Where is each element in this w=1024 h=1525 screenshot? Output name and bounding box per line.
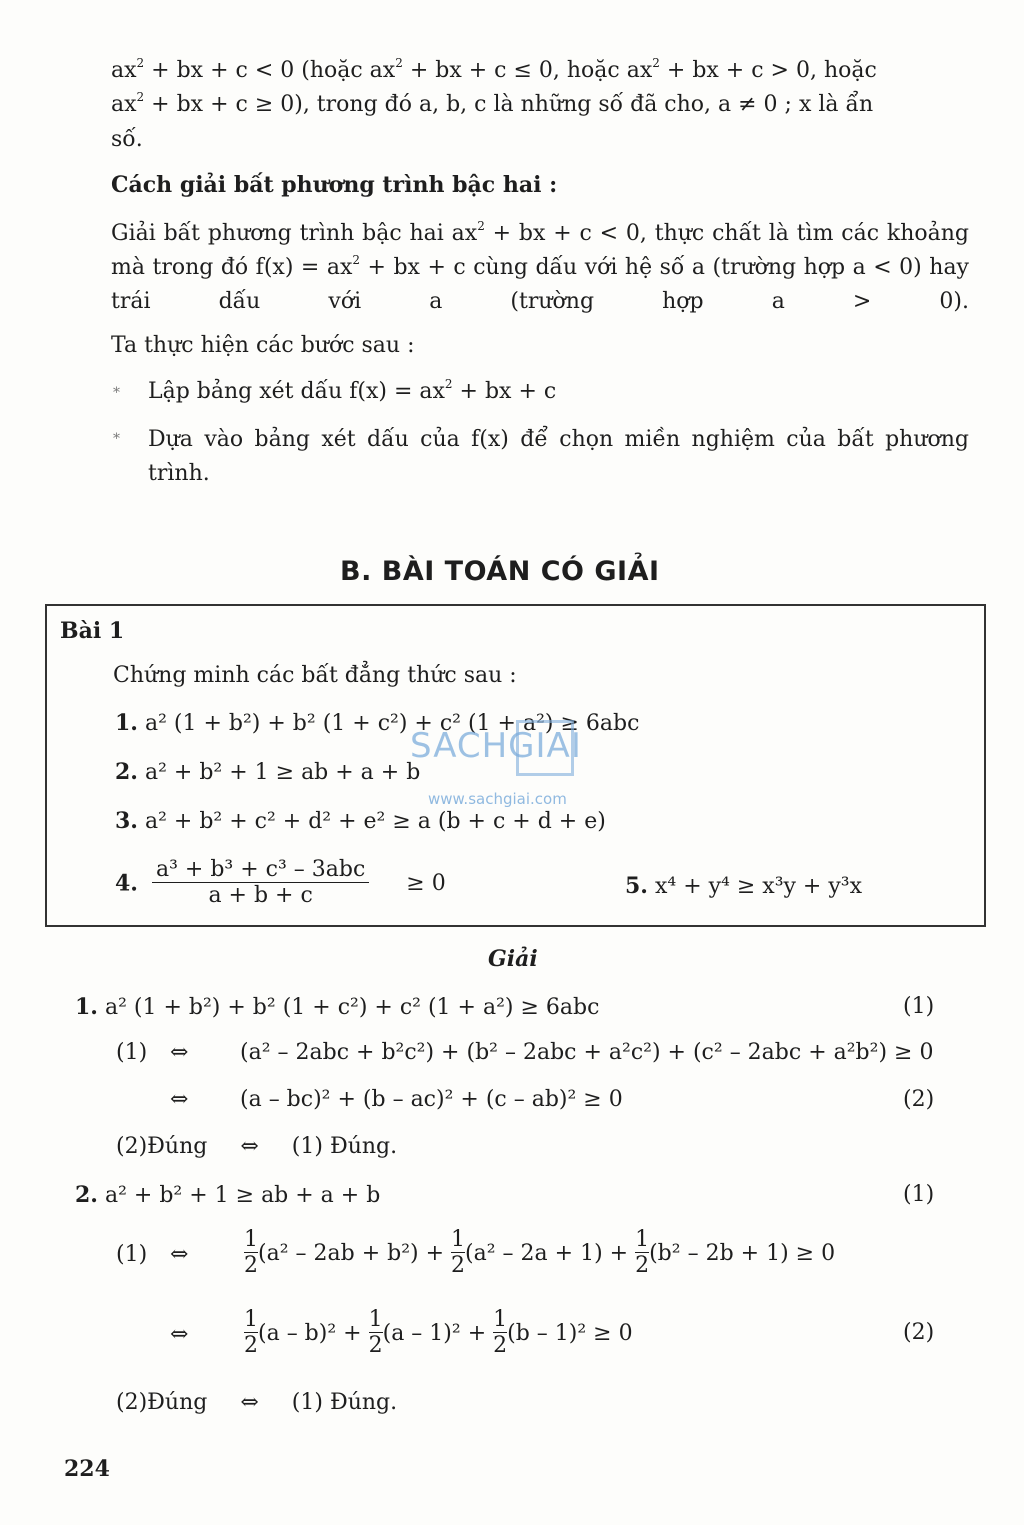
solution-heading: Giải xyxy=(488,946,538,972)
problem-item-1: 1. a² (1 + b²) + b² (1 + c²) + c² (1 + a²) ≥ 6abc xyxy=(115,710,640,736)
intro-line-2: $ax^2$ + bx + c ≥ 0), trong đó a, b, c là những số đã cho, a ≠ 0 ; x là ẩn xyxy=(111,90,874,117)
method-steps-intro: Ta thực hiện các bước sau : xyxy=(111,333,415,358)
intro-line-3: số. xyxy=(111,127,143,152)
equation-tag: (1) xyxy=(903,1182,935,1207)
iff-symbol: ⇔ xyxy=(170,1322,189,1347)
problem-item-5: 5. x⁴ + y⁴ ≥ x³y + y³x xyxy=(625,873,863,899)
equation-tag: (2) xyxy=(903,1087,935,1112)
problem-item-4: 4. $\frac{\text{a³ + b³ + c³ – 3abc}}{a + b + c}$ ≥ 0 xyxy=(115,857,446,908)
step-2: Dựa vào bảng xét dấu của f(x) để chọn miền nghiệm của bất phương trình. xyxy=(148,427,969,486)
fraction-half: $\frac{1}{2}$ xyxy=(451,1227,466,1278)
solution-1-step-1: (a² – 2abc + b²c²) + (b² – 2abc + a²c²) + (c² – 2abc + a²b²) ≥ 0 xyxy=(240,1040,934,1065)
method-heading: Cách giải bất phương trình bậc hai : xyxy=(111,172,558,198)
problem-item-2: 2. a² + b² + 1 ≥ ab + a + b xyxy=(115,759,421,785)
fraction-half: $\frac{1}{2}$ xyxy=(244,1307,258,1358)
iff-symbol: ⇔ xyxy=(170,1242,189,1267)
watermark-logo: SACHGIAI www.sachgiai.com xyxy=(410,718,620,810)
equation-tag: (2) xyxy=(903,1320,935,1345)
fraction-half: $\frac{1}{2}$ xyxy=(244,1227,258,1278)
iff-symbol: ⇔ xyxy=(170,1087,189,1112)
fraction-half: $\frac{1}{2}$ xyxy=(368,1307,383,1358)
solution-1-conclusion: (2)Đúng ⇔ (1) Đúng. xyxy=(116,1134,398,1159)
problem-prompt: Chứng minh các bất đẳng thức sau : xyxy=(113,663,517,688)
section-title: B. BÀI TOÁN CÓ GIẢI xyxy=(340,556,660,587)
bullet-icon: * xyxy=(113,385,120,401)
equation-ref: (1) xyxy=(116,1242,148,1267)
solution-2-statement: 2. a² + b² + 1 ≥ ab + a + b xyxy=(75,1182,381,1208)
solution-1-statement: 1. a² (1 + b²) + b² (1 + c²) + c² (1 + a²) ≥ 6abc xyxy=(75,994,600,1020)
equation-ref: (1) xyxy=(116,1040,148,1065)
intro-text: + bx + c > 0, hoặc xyxy=(659,58,877,83)
intro-text: + bx + c ≤ 0, hoặc ax xyxy=(402,58,653,83)
fraction-half: $\frac{1}{2}$ xyxy=(493,1307,508,1358)
problem-title: Bài 1 xyxy=(60,618,125,644)
bullet-icon: * xyxy=(113,431,120,447)
intro-text: + bx + c ≥ 0), trong đó a, b, c là những số đã cho, a ≠ 0 ; x là ẩn xyxy=(144,92,874,117)
problem-item-3: 3. a² + b² + c² + d² + e² ≥ a (b + c + d + e) xyxy=(115,808,606,834)
intro-line-1: $ax^2$ + bx + c < 0 (hoặc $ax^2$ + bx + c ≤ 0, hoặc $ax^2$ + bx + c > 0, hoặc xyxy=(111,56,877,83)
page-number: 224 xyxy=(64,1456,110,1482)
fraction-half: $\frac{1}{2}$ xyxy=(635,1227,650,1278)
iff-symbol: ⇔ xyxy=(170,1040,189,1065)
intro-text: ax xyxy=(111,92,137,117)
equation-tag: (1) xyxy=(903,994,935,1019)
step-1: Lập bảng xét dấu $f(x) = ax^2$ + bx + c xyxy=(148,377,557,404)
method-paragraph: Giải bất phương trình bậc hai $ax^2$ + bx + c < 0, thực chất là tìm các khoảng mà trong đó $f(x) = ax^2$ + bx + c cùng dấu với hệ số a (trường hợp a < 0) hay trái dấu với a (trường hợp a > 0). xyxy=(111,219,969,314)
solution-2-step-1: $\frac{1}{2}$ (a² – 2ab + b²) + $\frac{1}{2}$ (a² – 2a + 1) + $\frac{1}{2}$ (b² – 2b + 1) ≥ 0 xyxy=(244,1227,836,1278)
intro-text: ax xyxy=(111,58,137,83)
intro-text: + bx + c < 0 (hoặc ax xyxy=(144,58,396,83)
solution-1-step-2: (a – bc)² + (b – ac)² + (c – ab)² ≥ 0 xyxy=(240,1087,623,1112)
solution-2-conclusion: (2)Đúng ⇔ (1) Đúng. xyxy=(116,1390,398,1415)
fraction: $\frac{\text{a³ + b³ + c³ – 3abc}}{a + b + c}$ xyxy=(152,858,369,909)
solution-2-step-2: $\frac{1}{2}$ (a – b)² + $\frac{1}{2}$ (a – 1)² + $\frac{1}{2}$ (b – 1)² ≥ 0 xyxy=(244,1307,633,1358)
